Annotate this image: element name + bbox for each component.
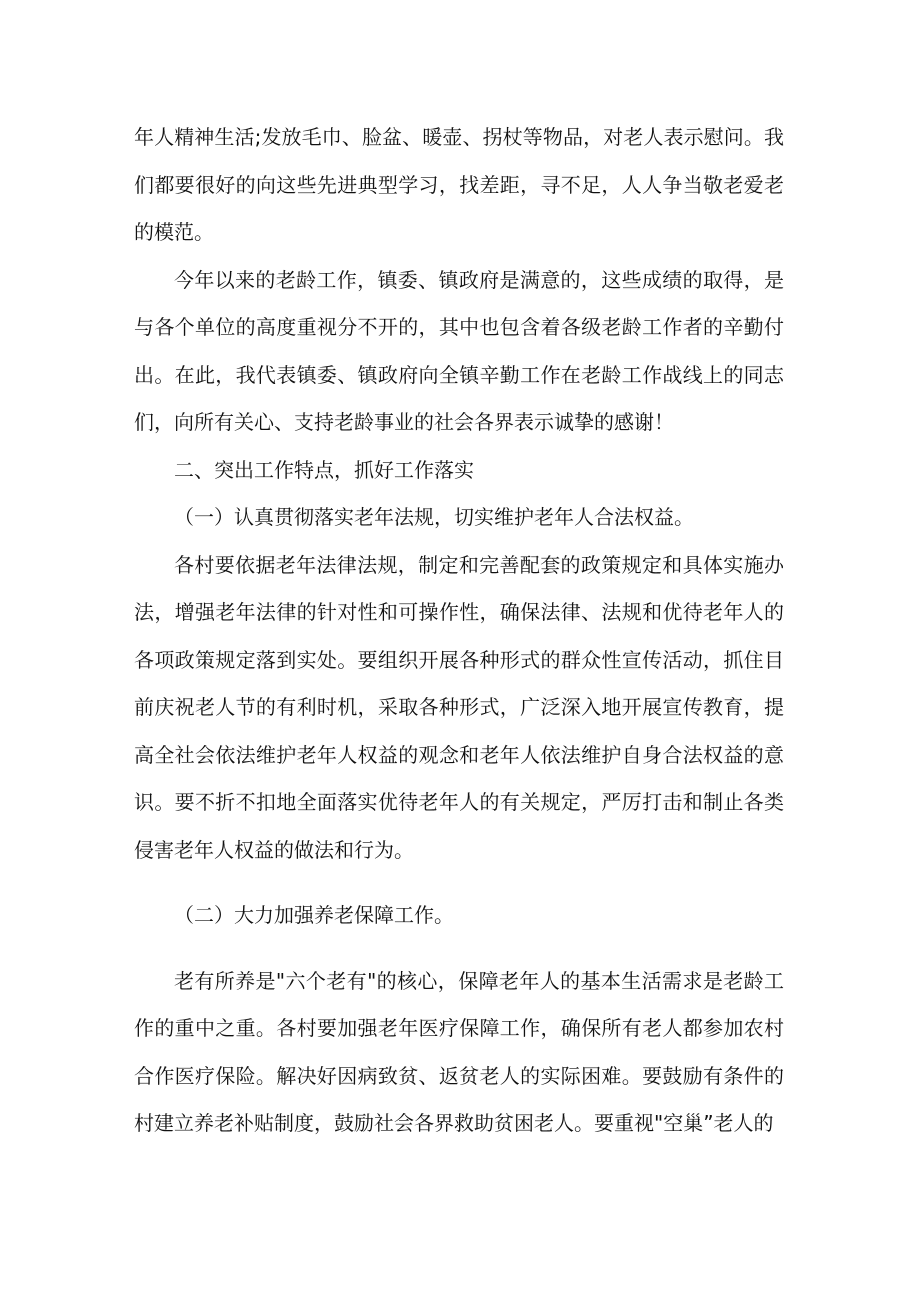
paragraph-thanks: 今年以来的老龄工作，镇委、镇政府是满意的，这些成绩的取得，是与各个单位的高度重视分不开的，其中也包含着各级老龄工作者的辛勤付出。在此，我代表镇委、镇政府向全镇辛勤工作在老龄工作战线上的同志们，向所有关心、支持老龄事业的社会各界表示诚挚的感谢！: [134, 267, 784, 434]
section-heading-2: 二、突出工作特点，抓好工作落实: [174, 457, 474, 482]
subsection-heading-2: （二）大力加强养老保障工作。: [174, 903, 454, 927]
paragraph-law-enforcement: 各村要依据老年法律法规，制定和完善配套的政策规定和具体实施办法，增强老年法律的针对性和可操作性，确保法律、法规和优待老年人的各项政策规定落到实处。要组织开展各种形式的群众性宣传活动，抓住目前庆祝老人节的有利时机，采取各种形式，广泛深入地开展宣传教育，提高全社会依法维护老年人权益的观念和老年人依法维护自身合法权益的意识。要不折不扣地全面落实优待老年人的有关规定，严厉打击和制止各类侵害老年人权益的做法和行为。: [134, 552, 784, 862]
paragraph-elderly-support: 老有所养是"六个老有"的核心，保障老年人的基本生活需求是老龄工作的重中之重。各村要加强老年医疗保障工作，确保所有老人都参加农村合作医疗保险。解决好因病致贫、返贫老人的实际困难。要鼓励有条件的村建立养老补贴制度，鼓励社会各界救助贫困老人。要重视"空巢”老人的: [134, 968, 784, 1135]
paragraph-continuation: 年人精神生活;发放毛巾、脸盆、暖壶、拐杖等物品，对老人表示慰问。我们都要很好的向这些先进典型学习，找差距，寻不足，人人争当敬老爱老的模范。: [134, 125, 784, 244]
subsection-heading-1: （一）认真贯彻落实老年法规，切实维护老年人合法权益。: [174, 505, 694, 529]
document-body: [134, 114, 784, 1148]
